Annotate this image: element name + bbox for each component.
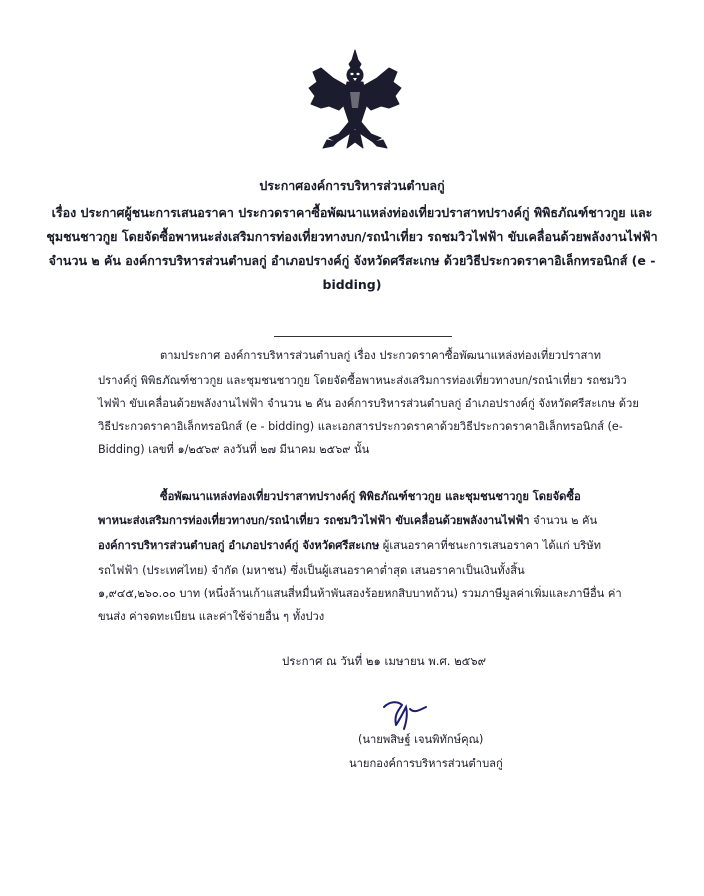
body-para1-line4: วิธีประกวดราคาอิเล็กทรอนิกส์ (e - bidding) และเอกสารประกวดราคาด้วยวิธีประกวดราคาอิเล็กทรอนิกส์ (e-: [98, 420, 623, 433]
body-para1-line2: ปรางค์กู่ พิพิธภัณฑ์ชาวกูย และชุมชนชาวกูย โดยจัดซื้อพาหนะส่งเสริมการท่องเที่ยวทางบก/รถนำเที่ยว รถชมวิว: [98, 374, 627, 387]
garuda-emblem-icon: [303, 48, 407, 152]
body-para2-line6: ขนส่ง ค่าจดทะเบียน และค่าใช้จ่ายอื่น ๆ ทั้งปวง: [98, 610, 325, 623]
signature-icon: [376, 697, 432, 733]
divider-line: [274, 336, 452, 337]
body-para2-line5: ๑,๙๔๕,๒๖๐.๐๐ บาท (หนึ่งล้านเก้าแสนสี่หมื่นห้าพันสองร้อยหกสิบบาทถ้วน) รวมภาษีมูลค่าเพิ่มและภาษีอื่น ค่า: [98, 587, 622, 600]
announcement-title: ประกาศองค์การบริหารส่วนตำบลกู่: [259, 178, 445, 193]
body-para1-line3: ไฟฟ้า ขับเคลื่อนด้วยพลังงานไฟฟ้า จำนวน ๒ คัน องค์การบริหารส่วนตำบลกู่ อำเภอปรางค์กู่ จังหวัดศรีสะเกษ ด้วย: [98, 397, 639, 410]
body-para2-line1: ซื้อพัฒนาแหล่งท่องเที่ยวปราสาทปรางค์กู่ พิพิธภัณฑ์ชาวกูย และชุมชนชาวกูย โดยจัดซื้อ: [160, 490, 581, 503]
para2-line2-rest: จำนวน ๒ คัน: [529, 514, 598, 527]
para2-line3-rest: ผู้เสนอราคาที่ชนะการเสนอราคา ได้แก่ บริษัท: [379, 539, 602, 552]
signer-name: (นายพสิษฐ์ เจนพิทักษ์คุณ): [358, 733, 484, 746]
signer-position: นายกองค์การบริหารส่วนตำบลกู่: [349, 757, 503, 770]
body-para2-line2: [98, 510, 658, 533]
para2-line2-bold: พาหนะส่งเสริมการท่องเที่ยวทางบก/รถนำเที่ยว รถชมวิวไฟฟ้า ขับเคลื่อนด้วยพลังงานไฟฟ้า: [98, 514, 530, 527]
para2-line3-bold: องค์การบริหารส่วนตำบลกู่ อำเภอปรางค์กู่ จังหวัดศรีสะเกษ: [98, 539, 380, 552]
body-para1-line5: Bidding) เลขที่ ๑/๒๕๖๙ ลงวันที่ ๒๗ มีนาคม ๒๕๖๙ นั้น: [98, 443, 370, 456]
body-para2-line3: [98, 535, 658, 558]
body-para2-line4: รถไฟฟ้า (ประเทศไทย) จำกัด (มหาชน) ซึ่งเป็นผู้เสนอราคาต่ำสุด เสนอราคาเป็นเงินทั้งสิ้น: [98, 564, 525, 577]
announce-date: ประกาศ ณ วันที่ ๒๑ เมษายน พ.ศ. ๒๕๖๙: [282, 654, 487, 668]
announcement-subject: เรื่อง ประกาศผู้ชนะการเสนอราคา ประกวดราคาซื้อพัฒนาแหล่งท่องเที่ยวปราสาทปรางค์กู่ พิพิธภัณฑ์ชาวกูย และชุมชนชาวกูย โดยจัดซื้อพาหนะส่งเสริมการท่องเที่ยวทางบก/รถนำเที่ยว รถชมวิวไฟฟ้า ขับเคลื่อนด้วยพลังงานไฟฟ้า จำนวน ๒ คัน องค์การบริหารส่วนตำบลกู่ อำเภอปรางค์กู่ จังหวัดศรีสะเกษ ด้วยวิธีประกวดราคาอิเล็กทรอนิกส์ (e - bidding): [46, 205, 658, 292]
body-para1-line1: ตามประกาศ องค์การบริหารส่วนตำบลกู่ เรื่อง ประกวดราคาซื้อพัฒนาแหล่งท่องเที่ยวปราสาท: [160, 349, 602, 362]
